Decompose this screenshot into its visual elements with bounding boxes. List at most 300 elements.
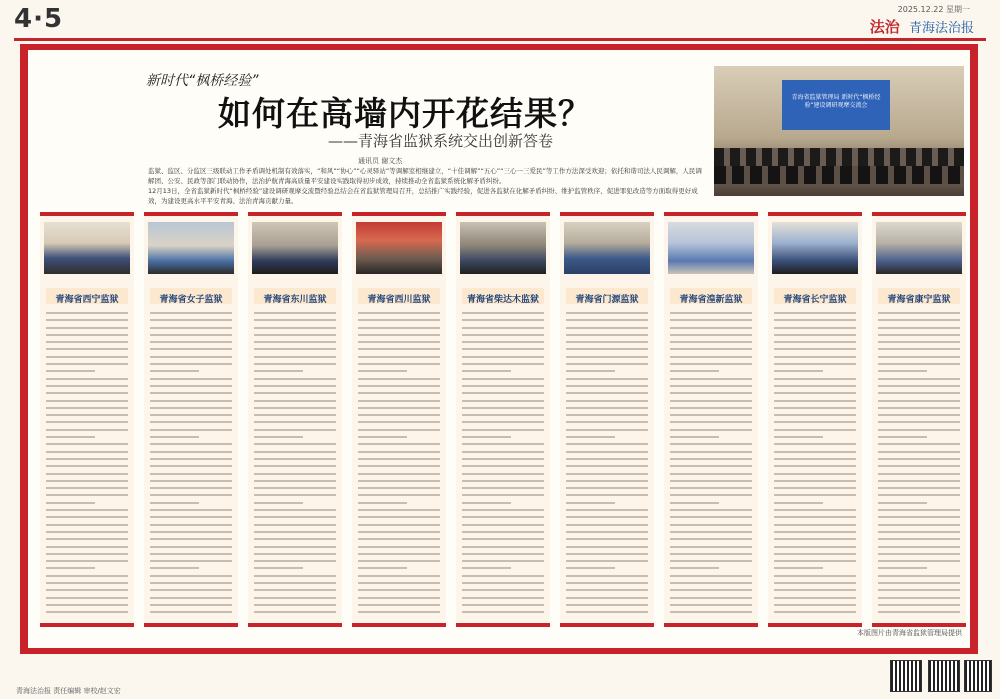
text-line	[46, 400, 128, 402]
text-line	[254, 436, 303, 438]
card-title: 青海省湟新监狱	[679, 295, 743, 305]
text-line	[46, 611, 128, 613]
text-line	[46, 392, 128, 394]
text-line	[566, 546, 648, 548]
text-line	[46, 327, 128, 329]
text-line	[878, 502, 927, 504]
text-line	[150, 487, 232, 489]
text-line	[254, 414, 336, 416]
text-line	[566, 334, 648, 336]
text-line	[670, 524, 752, 526]
text-line	[566, 531, 648, 533]
text-line	[358, 334, 440, 336]
text-line	[774, 348, 856, 350]
text-line	[566, 370, 615, 372]
text-line	[566, 407, 648, 409]
text-line	[566, 502, 615, 504]
text-line	[878, 378, 960, 380]
card-menyuan	[560, 212, 654, 627]
text-line	[878, 312, 960, 314]
text-line	[254, 509, 336, 511]
text-line	[254, 553, 336, 555]
text-line	[462, 589, 544, 591]
text-line	[566, 443, 648, 445]
card-photo	[772, 222, 858, 274]
text-line	[358, 473, 440, 475]
text-line	[670, 597, 752, 599]
text-line	[774, 524, 856, 526]
text-line	[878, 451, 960, 453]
text-line	[254, 400, 336, 402]
text-line	[254, 575, 336, 577]
article-subhead: ——青海省监狱系统交出创新答卷	[328, 132, 554, 150]
text-line	[254, 473, 336, 475]
hero-screen-text: 青海省监狱管理局 新时代“枫桥经验”建设调研观摩交流会	[791, 94, 881, 109]
text-line	[462, 436, 511, 438]
text-line	[254, 363, 336, 365]
text-line	[46, 560, 128, 562]
text-line	[670, 378, 752, 380]
text-line	[462, 334, 544, 336]
text-line	[462, 407, 544, 409]
text-line	[462, 509, 544, 511]
text-line	[150, 546, 232, 548]
text-line	[878, 567, 927, 569]
card-text	[878, 312, 960, 618]
text-line	[774, 378, 856, 380]
text-line	[358, 553, 440, 555]
text-line	[462, 567, 511, 569]
text-line	[358, 370, 407, 372]
text-line	[358, 538, 440, 540]
text-line	[462, 516, 544, 518]
text-line	[150, 560, 232, 562]
text-line	[774, 392, 856, 394]
text-line	[462, 392, 544, 394]
text-line	[878, 509, 960, 511]
hero-photo	[714, 66, 964, 196]
text-line	[254, 429, 336, 431]
text-line	[358, 575, 440, 577]
text-line	[462, 443, 544, 445]
text-line	[46, 567, 95, 569]
text-line	[566, 436, 615, 438]
text-line	[774, 370, 823, 372]
text-line	[358, 531, 440, 533]
text-line	[46, 509, 128, 511]
brand-logo-text: 青海法治报	[908, 21, 974, 36]
text-line	[670, 516, 752, 518]
text-line	[566, 509, 648, 511]
text-line	[46, 516, 128, 518]
text-line	[46, 451, 128, 453]
text-line	[358, 560, 440, 562]
text-line	[774, 480, 856, 482]
text-line	[254, 589, 336, 591]
text-line	[358, 436, 407, 438]
card-title: 青海省康宁监狱	[887, 295, 951, 305]
text-line	[46, 414, 128, 416]
text-line	[150, 385, 232, 387]
text-line	[150, 502, 199, 504]
card-dongchuan	[248, 212, 342, 627]
text-line	[774, 451, 856, 453]
text-line	[150, 407, 232, 409]
text-line	[566, 480, 648, 482]
text-line	[670, 538, 752, 540]
text-line	[774, 465, 856, 467]
text-line	[670, 531, 752, 533]
text-line	[254, 443, 336, 445]
text-line	[462, 363, 544, 365]
text-line	[670, 341, 752, 343]
text-line	[254, 312, 336, 314]
text-line	[566, 604, 648, 606]
text-line	[254, 451, 336, 453]
text-line	[150, 611, 232, 613]
text-line	[670, 604, 752, 606]
text-line	[566, 597, 648, 599]
text-line	[774, 531, 856, 533]
text-line	[462, 611, 544, 613]
text-line	[878, 334, 960, 336]
text-line	[46, 436, 95, 438]
card-text	[462, 312, 544, 618]
article-kicker: 新时代“枫桥经验”	[146, 73, 259, 89]
text-line	[670, 567, 719, 569]
card-photo	[460, 222, 546, 274]
text-line	[878, 575, 960, 577]
text-line	[878, 348, 960, 350]
text-line	[462, 348, 544, 350]
text-line	[566, 553, 648, 555]
card-text	[566, 312, 648, 618]
text-line	[46, 385, 128, 387]
text-line	[878, 494, 960, 496]
text-line	[358, 509, 440, 511]
text-line	[774, 312, 856, 314]
text-line	[774, 327, 856, 329]
text-line	[878, 546, 960, 548]
text-line	[358, 363, 440, 365]
text-line	[46, 487, 128, 489]
text-line	[670, 502, 719, 504]
text-line	[462, 370, 511, 372]
text-line	[878, 582, 960, 584]
text-line	[774, 429, 856, 431]
text-line	[566, 465, 648, 467]
text-line	[46, 421, 128, 423]
text-line	[670, 421, 752, 423]
text-line	[254, 531, 336, 533]
text-line	[150, 480, 232, 482]
text-line	[566, 560, 648, 562]
text-line	[358, 385, 440, 387]
text-line	[670, 480, 752, 482]
article-intro	[148, 166, 708, 206]
text-line	[566, 348, 648, 350]
text-line	[566, 429, 648, 431]
text-line	[774, 502, 823, 504]
section-label	[870, 16, 974, 37]
text-line	[670, 414, 752, 416]
text-line	[358, 451, 440, 453]
text-line	[46, 604, 128, 606]
text-line	[774, 553, 856, 555]
text-line	[878, 370, 927, 372]
text-line	[462, 421, 544, 423]
text-line	[670, 611, 752, 613]
text-line	[878, 392, 960, 394]
text-line	[46, 546, 128, 548]
text-line	[254, 611, 336, 613]
text-line	[774, 458, 856, 460]
text-line	[462, 458, 544, 460]
text-line	[878, 385, 960, 387]
text-line	[670, 451, 752, 453]
text-line	[358, 341, 440, 343]
text-line	[358, 465, 440, 467]
text-line	[878, 363, 960, 365]
text-line	[670, 465, 752, 467]
text-line	[566, 400, 648, 402]
text-line	[774, 494, 856, 496]
text-line	[46, 575, 128, 577]
text-line	[254, 502, 303, 504]
card-text	[46, 312, 128, 618]
text-line	[774, 407, 856, 409]
text-line	[254, 560, 336, 562]
text-line	[670, 400, 752, 402]
text-line	[878, 611, 960, 613]
text-line	[878, 436, 927, 438]
text-line	[254, 567, 303, 569]
text-line	[670, 575, 752, 577]
text-line	[46, 524, 128, 526]
text-line	[358, 400, 440, 402]
text-line	[670, 436, 719, 438]
text-line	[462, 465, 544, 467]
text-line	[878, 429, 960, 431]
text-line	[150, 392, 232, 394]
text-line	[566, 567, 615, 569]
text-line	[358, 597, 440, 599]
text-line	[670, 312, 752, 314]
text-line	[878, 531, 960, 533]
text-line	[566, 582, 648, 584]
text-line	[670, 370, 719, 372]
card-photo	[252, 222, 338, 274]
text-line	[462, 414, 544, 416]
text-line	[254, 385, 336, 387]
qr-code-icon	[928, 660, 960, 692]
header-rule	[14, 38, 986, 41]
text-line	[566, 312, 648, 314]
text-line	[462, 604, 544, 606]
text-line	[670, 356, 752, 358]
text-line	[670, 546, 752, 548]
card-xichuan	[352, 212, 446, 627]
text-line	[46, 378, 128, 380]
qr-code-icon	[964, 660, 992, 692]
text-line	[254, 392, 336, 394]
text-line	[150, 538, 232, 540]
text-line	[774, 414, 856, 416]
text-line	[46, 582, 128, 584]
text-line	[462, 553, 544, 555]
text-line	[774, 487, 856, 489]
text-line	[878, 414, 960, 416]
text-line	[670, 407, 752, 409]
text-line	[774, 356, 856, 358]
text-line	[566, 319, 648, 321]
text-line	[150, 604, 232, 606]
text-line	[254, 487, 336, 489]
text-line	[774, 443, 856, 445]
text-line	[358, 582, 440, 584]
text-line	[566, 421, 648, 423]
card-photo	[356, 222, 442, 274]
qr-code-icon	[890, 660, 922, 692]
text-line	[774, 400, 856, 402]
text-line	[774, 436, 823, 438]
text-line	[358, 421, 440, 423]
article-frame	[20, 44, 978, 654]
text-line	[150, 436, 199, 438]
section-name: 法治	[869, 18, 900, 36]
text-line	[254, 546, 336, 548]
text-line	[46, 553, 128, 555]
text-line	[774, 421, 856, 423]
text-line	[150, 334, 232, 336]
text-line	[254, 421, 336, 423]
text-line	[462, 341, 544, 343]
text-line	[150, 451, 232, 453]
text-line	[358, 494, 440, 496]
text-line	[878, 538, 960, 540]
issue-date: 2025.12.22 星期一	[897, 5, 970, 14]
text-line	[774, 319, 856, 321]
text-line	[254, 356, 336, 358]
text-line	[774, 509, 856, 511]
text-line	[254, 341, 336, 343]
text-line	[358, 611, 440, 613]
card-text	[670, 312, 752, 618]
text-line	[566, 494, 648, 496]
text-line	[566, 575, 648, 577]
text-line	[670, 319, 752, 321]
text-line	[46, 473, 128, 475]
text-line	[254, 597, 336, 599]
card-title: 青海省长宁监狱	[783, 295, 847, 305]
text-line	[774, 567, 823, 569]
text-line	[462, 400, 544, 402]
text-line	[774, 546, 856, 548]
text-line	[254, 327, 336, 329]
text-line	[46, 341, 128, 343]
text-line	[670, 327, 752, 329]
text-line	[46, 443, 128, 445]
text-line	[670, 443, 752, 445]
text-line	[46, 465, 128, 467]
text-line	[774, 538, 856, 540]
card-xining	[40, 212, 134, 627]
text-line	[566, 392, 648, 394]
text-line	[254, 465, 336, 467]
text-line	[462, 502, 511, 504]
text-line	[358, 567, 407, 569]
text-line	[774, 589, 856, 591]
text-line	[670, 392, 752, 394]
intro-paragraph-2: 12月13日，全省监狱新时代“枫桥经验”建设调研观摩交流暨经验总结会在省监狱管理局召开，总结推广实践经验，促进各监狱在化解矛盾纠纷、维护监管秩序、促进罪犯改造等方面取得更好成效，为建设更高水平平安青海、法治青海贡献力量。	[148, 187, 698, 205]
text-line	[150, 363, 232, 365]
text-line	[670, 348, 752, 350]
text-line	[670, 589, 752, 591]
text-line	[254, 524, 336, 526]
text-line	[878, 473, 960, 475]
text-line	[462, 487, 544, 489]
text-line	[462, 319, 544, 321]
text-line	[774, 473, 856, 475]
text-line	[46, 597, 128, 599]
text-line	[566, 458, 648, 460]
text-line	[150, 531, 232, 533]
text-line	[46, 363, 128, 365]
text-line	[358, 356, 440, 358]
text-line	[46, 502, 95, 504]
text-line	[878, 560, 960, 562]
text-line	[46, 531, 128, 533]
text-line	[358, 348, 440, 350]
text-line	[670, 560, 752, 562]
text-line	[774, 385, 856, 387]
text-line	[254, 378, 336, 380]
article-headline: 如何在高墙内开花结果？	[218, 94, 592, 133]
text-line	[462, 538, 544, 540]
card-title: 青海省门源监狱	[575, 295, 639, 305]
text-line	[150, 597, 232, 599]
text-line	[150, 370, 199, 372]
text-line	[150, 378, 232, 380]
card-kangning	[872, 212, 966, 627]
text-line	[566, 414, 648, 416]
text-line	[46, 429, 128, 431]
text-line	[774, 604, 856, 606]
text-line	[462, 451, 544, 453]
text-line	[462, 575, 544, 577]
text-line	[358, 443, 440, 445]
text-line	[878, 443, 960, 445]
card-title: 青海省东川监狱	[263, 295, 327, 305]
text-line	[150, 458, 232, 460]
text-line	[566, 327, 648, 329]
text-line	[254, 604, 336, 606]
page-number: 4·5	[14, 4, 64, 34]
text-line	[150, 319, 232, 321]
text-line	[358, 524, 440, 526]
text-line	[254, 494, 336, 496]
footer-editor: 青海法治报 责任编辑 审校/赵文宏	[16, 687, 121, 695]
text-line	[566, 473, 648, 475]
text-line	[878, 327, 960, 329]
card-huangxin	[664, 212, 758, 627]
text-line	[462, 531, 544, 533]
text-line	[254, 334, 336, 336]
text-line	[150, 524, 232, 526]
text-line	[774, 611, 856, 613]
text-line	[358, 327, 440, 329]
text-line	[774, 341, 856, 343]
